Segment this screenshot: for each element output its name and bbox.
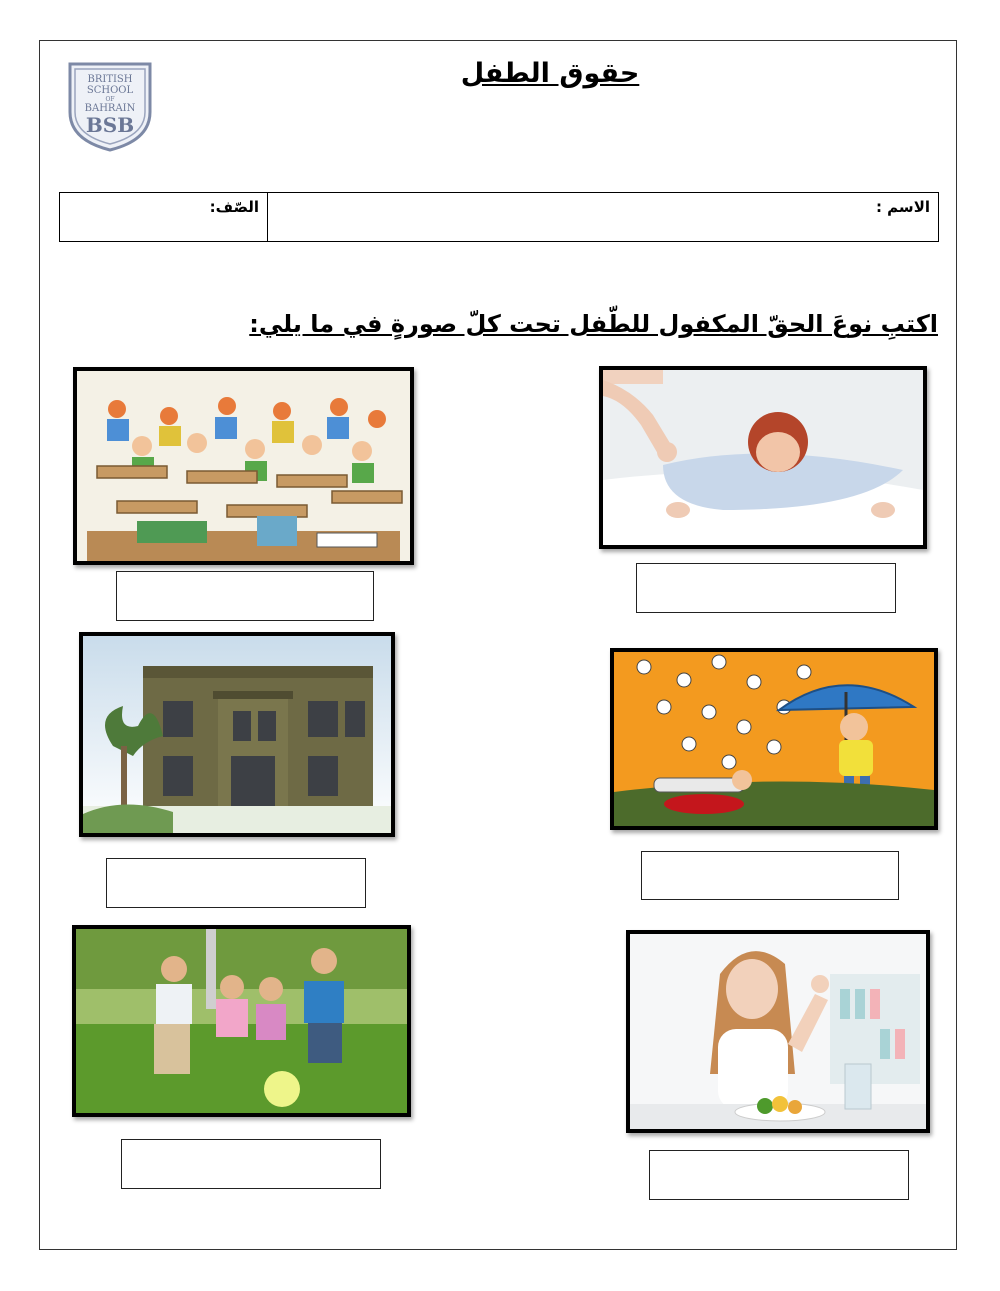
svg-text:BAHRAIN: BAHRAIN: [84, 103, 136, 114]
answer-box-classroom[interactable]: [116, 571, 374, 621]
answer-box-house[interactable]: [106, 858, 366, 908]
class-label: الصّف:: [209, 198, 259, 216]
sick-child-image: [599, 366, 927, 549]
answer-box-sick-child[interactable]: [636, 563, 896, 613]
playing-children-image: [72, 925, 411, 1117]
answer-box-healthy-food[interactable]: [649, 1150, 909, 1200]
answer-box-war-umbrella[interactable]: [641, 851, 899, 900]
svg-text:OF: OF: [105, 96, 115, 103]
answer-box-playing[interactable]: [121, 1139, 381, 1189]
svg-text:BSB: BSB: [85, 113, 135, 137]
school-logo: [64, 60, 156, 152]
house-image: [79, 632, 395, 837]
classroom-image: [73, 367, 414, 565]
page-title: حقوق الطفل: [460, 58, 640, 89]
class-field[interactable]: [60, 193, 268, 241]
instruction-text: اكتبِ نوعَ الحقّ المكفول للطّفل تحت كلّ صورةٍ في ما يلي:: [249, 310, 938, 338]
svg-text:SCHOOL: SCHOOL: [86, 85, 134, 96]
war-umbrella-image: [610, 648, 938, 830]
svg-text:BRITISH: BRITISH: [87, 74, 133, 85]
name-label: الاسم :: [875, 198, 930, 216]
healthy-food-image: [626, 930, 930, 1133]
name-field[interactable]: [268, 193, 938, 241]
student-info-table: [59, 192, 939, 242]
